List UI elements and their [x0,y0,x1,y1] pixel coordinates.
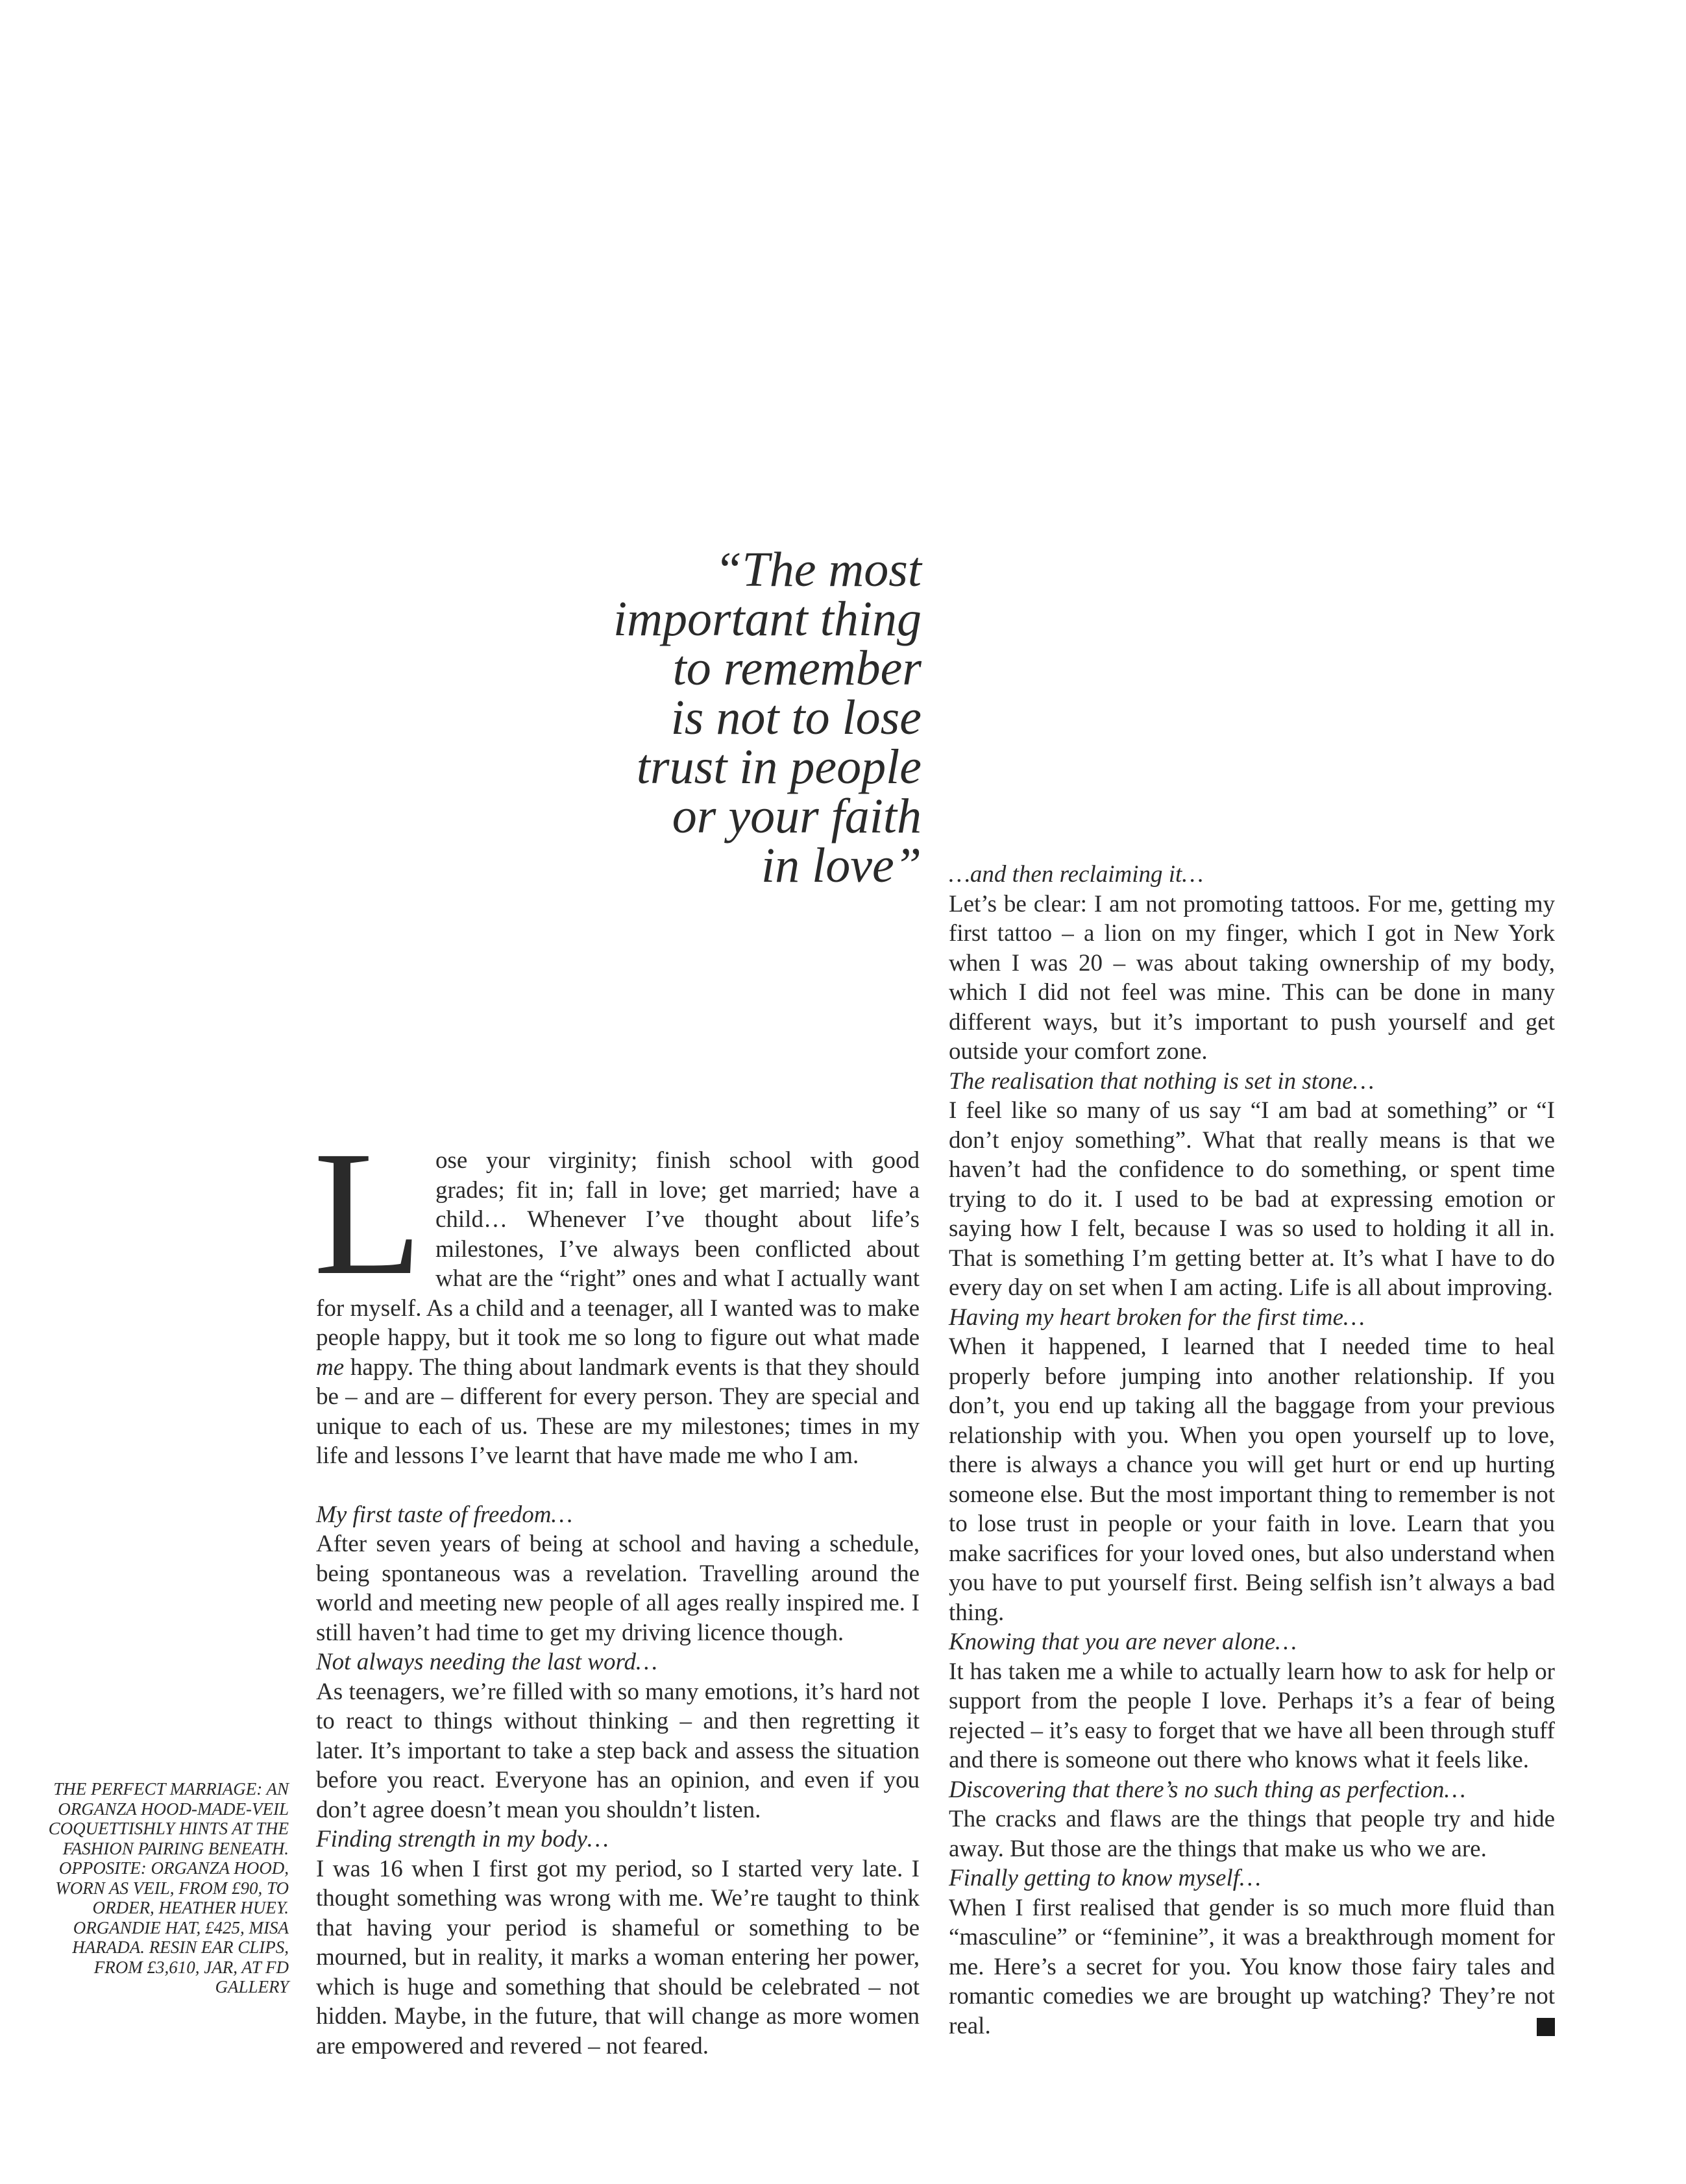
pull-quote-line: in love” [761,838,922,893]
section-body: Let’s be clear: I am not promoting tattoos. For me, getting my first tattoo – a lion on my finger, which I got in New York when I was 20 – was about taking ownership of my body, which I did not feel was mine. This can be done in many different ways, but it’s important to push yourself and get outside your comfort zone. [949,890,1555,1065]
section-body: The cracks and flaws are the things that people try and hide away. But those are the things that make us who we are. [949,1806,1555,1862]
section-heading: Having my heart broken for the first time… [949,1304,1365,1331]
pull-quote-line: important thing [613,592,922,646]
section-body: As teenagers, we’re filled with so many emotions, it’s hard not to react to things without thinking – and then regretting it later. It’s important to take a step back and assess the situation before you react. Everyone has an opinion, and even if you don’t agree doesn’t mean you shouldn’t listen. [316,1678,920,1823]
intro-text-end: happy. The thing about landmark events is that they should be – and are – different for every person. They are special and unique to each of us. These are my milestones; times in my life and lessons I’ve learnt that have made me who I am. [316,1353,920,1469]
section-heading: Discovering that there’s no such thing as perfection… [949,1776,1466,1803]
article-column-left [313,1115,920,2061]
section-heading: My first taste of freedom… [316,1501,573,1528]
section-body: When I first realised that gender is so much more fluid than “masculine” or “feminine”, it was a breakthrough moment for me. Here’s a secret for you. You know those fairy tales and romantic comedies we are brought up watching? They’re not real. [949,1894,1555,2039]
section-body-final [949,1893,1555,2041]
section-body: It has taken me a while to actually learn how to ask for help or support from the people I love. Perhaps it’s a fear of being rejected – it’s easy to forget that we have all been through stuff and there is someone out there who knows what it feels like. [949,1658,1555,1773]
section-body: After seven years of being at school and having a schedule, being spontaneous was a revelation. Travelling around the world and meeting new people of all ages really inspired me. I still haven’t had time to get my driving licence though. [316,1531,920,1646]
pull-quote-line: to remember [672,641,922,696]
pull-quote-line: “The most [715,542,922,597]
section-body: I was 16 when I first got my period, so I started very late. I thought something was wrong with me. We’re taught to think that having your period is shameful or something to be mourned, but in reality, it marks a woman entering her power, which is huge and something that should be celebrated – not hidden. Maybe, in the future, that will change as more women are empowered and revered – not feared. [316,1855,920,2059]
intro-paragraph [313,1115,920,1471]
article-column-right [949,860,1555,2041]
section-heading: …and then reclaiming it… [949,861,1204,888]
photo-caption: THE PERFECT MARRIAGE: AN ORGANZA HOOD-MADE-VEIL COQUETTISHLY HINTS AT THE FASHION PAIRING BENEATH. OPPOSITE: ORGANZA HOOD, WORN AS VEIL, FROM £90, TO ORDER, HEATHER HUEY. ORGANDIE HAT, £425, MISA HARADA. RESIN EAR CLIPS, FROM £3,610, JAR, AT FD GALLERY [48,1779,289,1996]
paragraph-gap [316,1471,920,1500]
section-heading: Not always needing the last word… [316,1649,657,1675]
section-heading: Knowing that you are never alone… [949,1629,1297,1655]
section-heading: Finally getting to know myself… [949,1865,1261,1891]
pull-quote-line: is not to lose [670,690,922,745]
drop-cap: L [313,1115,422,1312]
intro-emphasis: me [316,1353,345,1381]
pull-quote-line: or your faith [672,789,922,843]
end-of-article-square-icon [1537,2018,1555,2036]
section-body: I feel like so many of us say “I am bad at something” or “I don’t enjoy something”. What that really means is that we haven’t had the confidence to do something, or spent time trying to do it. I used to be bad at expressing emotion or saying how I felt, because I was so used to holding it all in. That is something I’m getting better at. It’s what I have to do every day on set when I am acting. Life is all about improving. [949,1097,1555,1301]
pull-quote [532,542,922,893]
intro-text: ose your virginity; finish school with good grades; fit in; fall in love; get married; have a child… Whenever I’ve thought about life’s milestones, I’ve always been conflicted about what are the “right” ones and what I actually want for myself. As a child and a teenager, all I wanted was to make people happy, but it took me so long to figure out what made [316,1147,920,1351]
section-heading: Finding strength in my body… [316,1826,609,1852]
section-heading: The realisation that nothing is set in stone… [949,1067,1374,1095]
pull-quote-line: trust in people [636,740,922,794]
section-body: When it happened, I learned that I needed time to heal properly before jumping into another relationship. If you don’t, you end up taking all the baggage from your previous relationship with you. When you open yourself up to love, there is always a chance you will get hurt or end up hurting someone else. But the most important thing to remember is not to lose trust in people or your faith in love. Learn that you make sacrifices for your loved ones, but also understand when you have to put yourself first. Being selfish isn’t always a bad thing. [949,1333,1555,1626]
